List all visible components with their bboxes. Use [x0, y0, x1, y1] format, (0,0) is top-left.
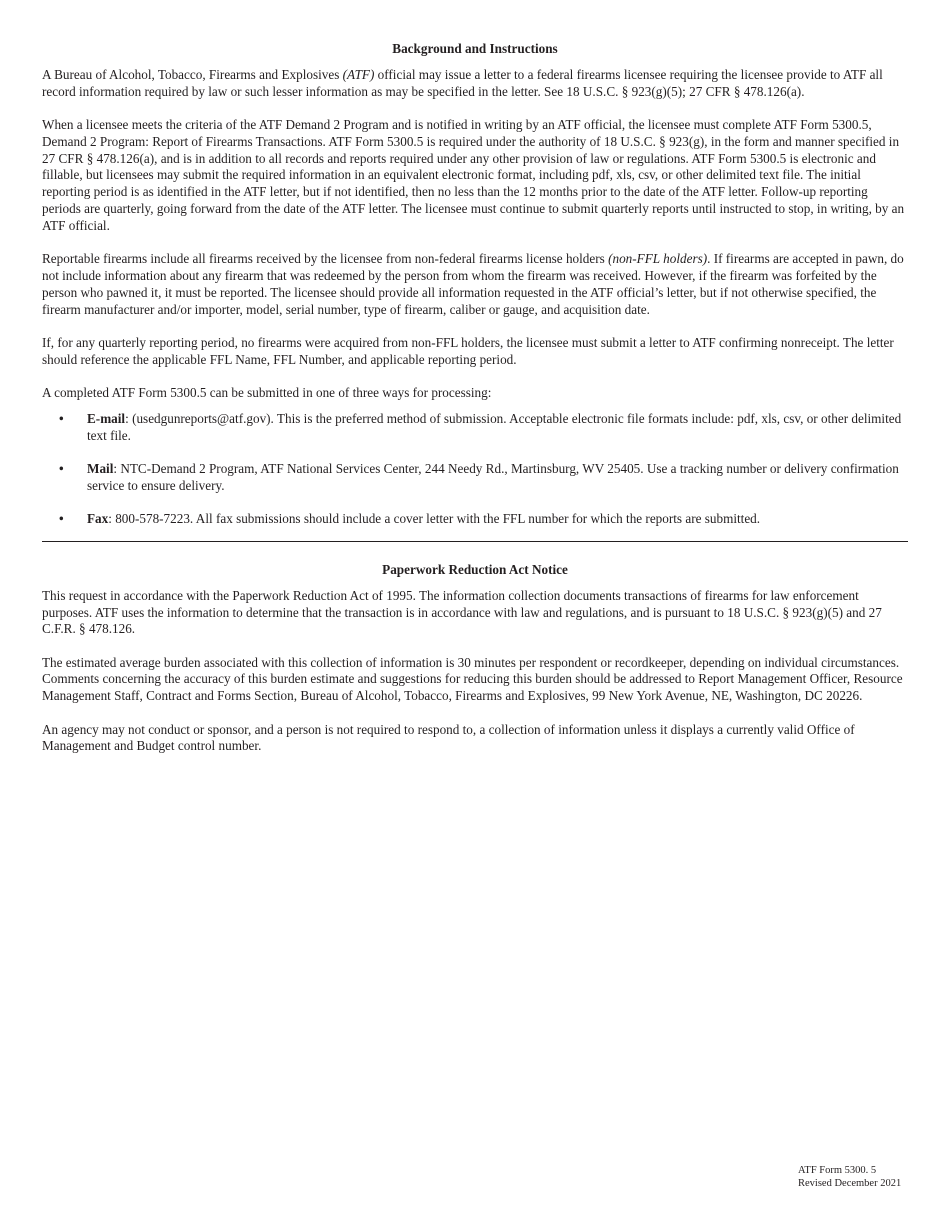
bullet-icon: •	[59, 410, 64, 426]
background-paragraph-5: A completed ATF Form 5300.5 can be submitted in one of three ways for processing:	[42, 384, 492, 400]
background-heading: Background and Instructions	[392, 41, 558, 56]
paperwork-section	[42, 561, 908, 755]
method-label: Mail	[87, 460, 114, 476]
revision-date: Revised December 2021	[798, 1178, 902, 1189]
method-text: : (usedgunreports@atf.gov). This is the preferred method of submission. Acceptable electronic file formats include: pdf, xls, csv, or other delimited text file.	[87, 410, 902, 443]
background-paragraph-2: When a licensee meets the criteria of the ATF Demand 2 Program and is notified in writing by an ATF official, the licensee must complete ATF Form 5300.5, Demand 2 Program: Report of Firearms Transactions. ATF Form 5300.5 is required under the authority of 18 U.S.C. § 923(g), in the form and manner specified in 27 CFR § 478.126(a), and is in addition to all records and reports required under any other provision of law or regulations. ATF Form 5300.5 is electronic and fillable, but licensees may submit the required information in an equivalent electronic format, including pdf, xls, csv, or other delimited text file. The initial reporting period is as identified in the ATF letter, but if not identified, then no less than the 12 months prior to the date of the ATF letter. Follow-up reporting periods are quarterly, going forward from the date of the ATF letter. The licensee must continue to submit quarterly reports until instructed to stop, in writing, by an ATF official.	[42, 117, 905, 233]
submission-method-fax	[42, 511, 908, 528]
non-ffl-abbreviation: (non-FFL holders)	[608, 251, 708, 267]
background-paragraph-3: Reportable firearms include all firearms received by the licensee from non-federal firearms license holders (non-FFL holders). If firearms are accepted in pawn, do not include information about any firearm that was redeemed by the person from whom the firearm was received. However, if the firearm was forfeited by the person who pawned it, it must be reported. The licensee should provide all information requested in the ATF official’s letter, but if not otherwise specified, the firearm manufacturer and/or importer, model, serial number, type of firearm, caliber or gauge, and acquisition date.	[42, 251, 904, 317]
paperwork-paragraph-2: The estimated average burden associated with this collection of information is 30 minutes per respondent or recordkeeper, depending on individual circumstances. Comments concerning the accuracy of this burden estimate and suggestions for reducing this burden should be addressed to Report Management Officer, Resource Management Staff, Contract and Forms Section, Bureau of Alcohol, Tobacco, Firearms and Explosives, 99 New York Avenue, NE, Washington, DC 20226.	[42, 654, 903, 704]
paperwork-paragraph-1: This request in accordance with the Paperwork Reduction Act of 1995. The information collection documents transactions of firearms for law enforcement purposes. ATF uses the information to determine that the transaction is in accordance with law and regulations, and is pursuant to 18 U.S.C. § 923(g)(5) and 27 C.F.R. § 478.126.	[42, 587, 882, 637]
background-paragraph-4: If, for any quarterly reporting period, no firearms were acquired from non-FFL holders, the licensee must submit a letter to ATF confirming nonreceipt. The letter should reference the applicable FFL Name, FFL Number, and applicable reporting period.	[42, 334, 894, 367]
bullet-icon: •	[59, 510, 64, 526]
method-label: E-mail	[87, 410, 126, 426]
method-text: : NTC-Demand 2 Program, ATF National Services Center, 244 Needy Rd., Martinsburg, WV 25405. Use a tracking number or delivery confirmation service to ensure delivery.	[87, 460, 899, 493]
atf-abbreviation: (ATF)	[342, 67, 375, 82]
form-number: ATF Form 5300. 5	[798, 1165, 877, 1176]
submission-methods-list	[42, 411, 908, 528]
document-page	[42, 40, 908, 772]
method-label: Fax	[87, 510, 109, 526]
paperwork-paragraph-3: An agency may not conduct or sponsor, and a person is not required to respond to, a collection of information unless it displays a currently valid Office of Management and Budget control number.	[42, 721, 855, 754]
form-footer	[798, 1164, 901, 1190]
method-text: : 800-578-7223. All fax submissions should include a cover letter with the FFL number for which the reports are submitted.	[108, 510, 761, 526]
background-paragraph-1: A Bureau of Alcohol, Tobacco, Firearms and Explosives (ATF) official may issue a letter to a federal firearms licensee requiring the licensee provide to ATF all record information required by law or such lesser information as may be specified in the letter. See 18 U.S.C. § 923(g)(5); 27 CFR § 478.126(a).	[42, 67, 883, 99]
bullet-icon: •	[59, 460, 64, 476]
section-divider	[42, 541, 908, 542]
submission-method-email	[42, 411, 908, 445]
submission-method-mail	[42, 461, 908, 495]
background-section	[42, 40, 908, 528]
paperwork-heading: Paperwork Reduction Act Notice	[382, 561, 568, 577]
